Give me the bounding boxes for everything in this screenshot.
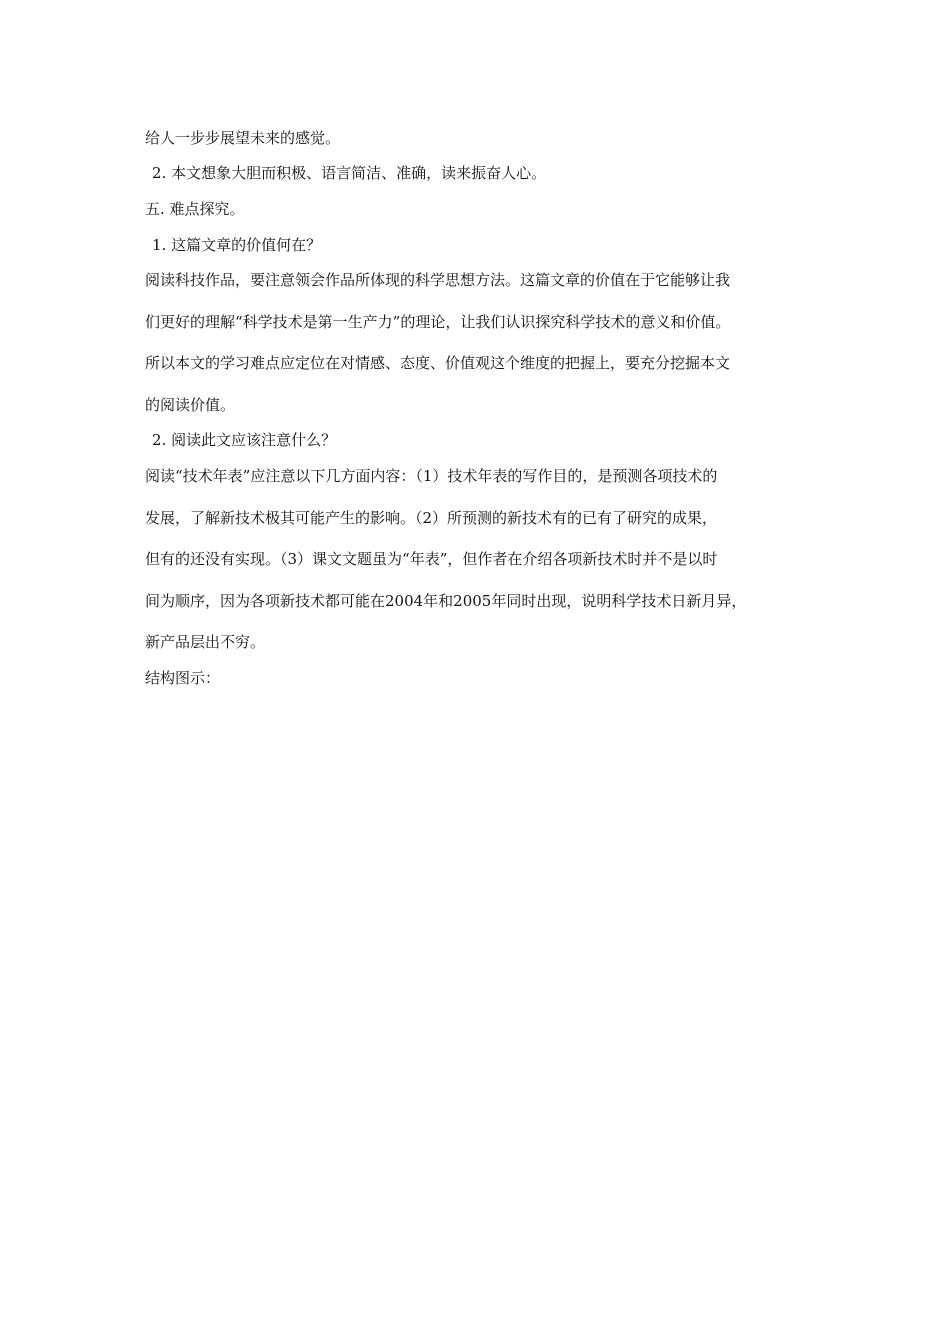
- paragraph-line: 所以本文的学习难点应定位在对情感、态度、价值观这个维度的把握上，要充分挖掘本文: [145, 354, 731, 372]
- paragraph-line: 间为顺序，因为各项新技术都可能在2004年和2005年同时出现，说明科学技术日新月异，: [145, 592, 747, 610]
- paragraph-line: 们更好的理解“科学技术是第一生产力”的理论，让我们认识探究科学技术的意义和价值。: [145, 313, 731, 331]
- paragraph-line: 新产品层出不穷。: [145, 633, 266, 651]
- question-1: 1. 这篇文章的价值何在？: [152, 236, 322, 254]
- paragraph-line: 给人一步步展望未来的感觉。: [145, 129, 341, 147]
- question-2: 2. 阅读此文应该注意什么？: [152, 431, 337, 449]
- paragraph-line: 阅读科技作品，要注意领会作品所体现的科学思想方法。这篇文章的价值在于它能够让我: [145, 271, 731, 289]
- paragraph-line: 阅读“技术年表”应注意以下几方面内容：（1）技术年表的写作目的，是预测各项技术的: [145, 467, 718, 485]
- section-heading-5: 五. 难点探究。: [145, 200, 245, 218]
- paragraph-line: 发展，了解新技术极其可能产生的影响。（2）所预测的新技术有的已有了研究的成果，: [145, 509, 718, 527]
- paragraph-line: 的阅读价值。: [145, 396, 236, 414]
- list-item-2: 2. 本文想象大胆而积极、语言简洁、准确，读来振奋人心。: [152, 164, 547, 182]
- structure-diagram-label: 结构图示：: [145, 669, 221, 687]
- paragraph-line: 但有的还没有实现。（3）课文文题虽为“年表”，但作者在介绍各项新技术时并不是以时: [145, 550, 718, 568]
